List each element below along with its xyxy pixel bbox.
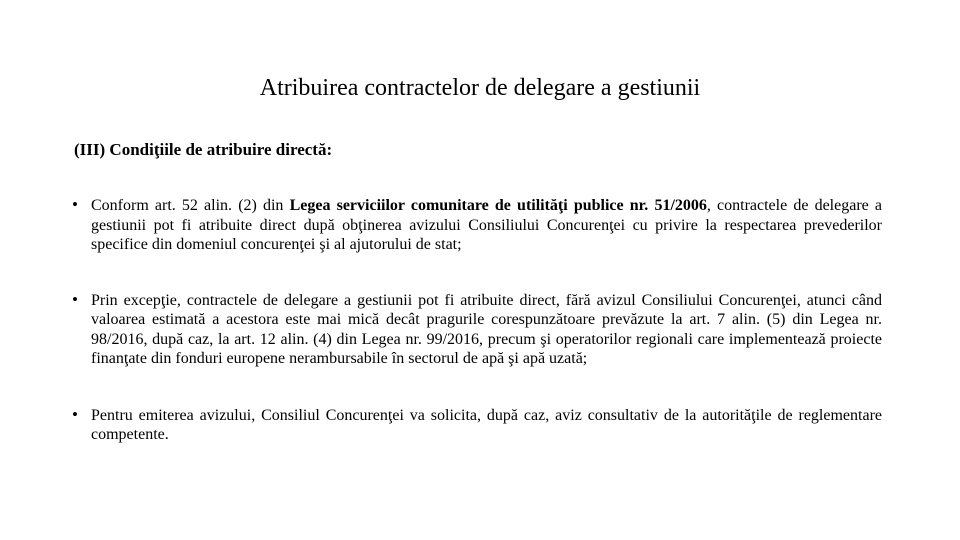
bullet-dot-icon: • — [72, 289, 78, 309]
bullet-list — [72, 196, 882, 445]
bullet-1-text-after: , contractele de delegare a gestiunii pot fi atribuite direct după obţinerea avizului Consiliului Concurenţei cu privire la respectarea prevederilor specifice din domeniul concurenţei şi al ajutorului de stat; — [91, 197, 882, 253]
bullet-2-text: Prin excepţie, contractele de delegare a gestiunii pot fi atribuite direct, fără avizul Consiliului Concurenţei, atunci când valoarea estimată a acestora este mai mică decât pragurile corespunzătoare prevăzute la art. 7 alin. (5) din Legea nr. 98/2016, după caz, la art. 12 alin. (4) din Legea nr. 99/2016, precum şi operatorilor regionali care implementează proiecte finanţate din fonduri europene nerambursabile în sectorul de apă şi apă uzată; — [91, 291, 882, 367]
bullet-1-law-reference: Legea serviciilor comunitare de utilităţi publice nr. 51/2006 — [289, 197, 707, 214]
bullet-3-text: Pentru emiterea avizului, Consiliul Concurenţei va solicita, după caz, aviz consultativ de la autorităţile de reglementare competente. — [91, 406, 882, 443]
bullet-item-2 — [72, 291, 882, 369]
bullet-dot-icon: • — [72, 404, 78, 424]
bullet-1-text-before: Conform art. 52 alin. (2) din — [91, 197, 290, 214]
bullet-item-3 — [72, 406, 882, 445]
bullet-dot-icon: • — [72, 195, 78, 214]
bullet-item-1 — [72, 196, 882, 255]
section-subtitle: (III) Condiţiile de atribuire directă: — [74, 140, 333, 159]
slide-title: Atribuirea contractelor de delegare a gestiunii — [259, 75, 701, 101]
